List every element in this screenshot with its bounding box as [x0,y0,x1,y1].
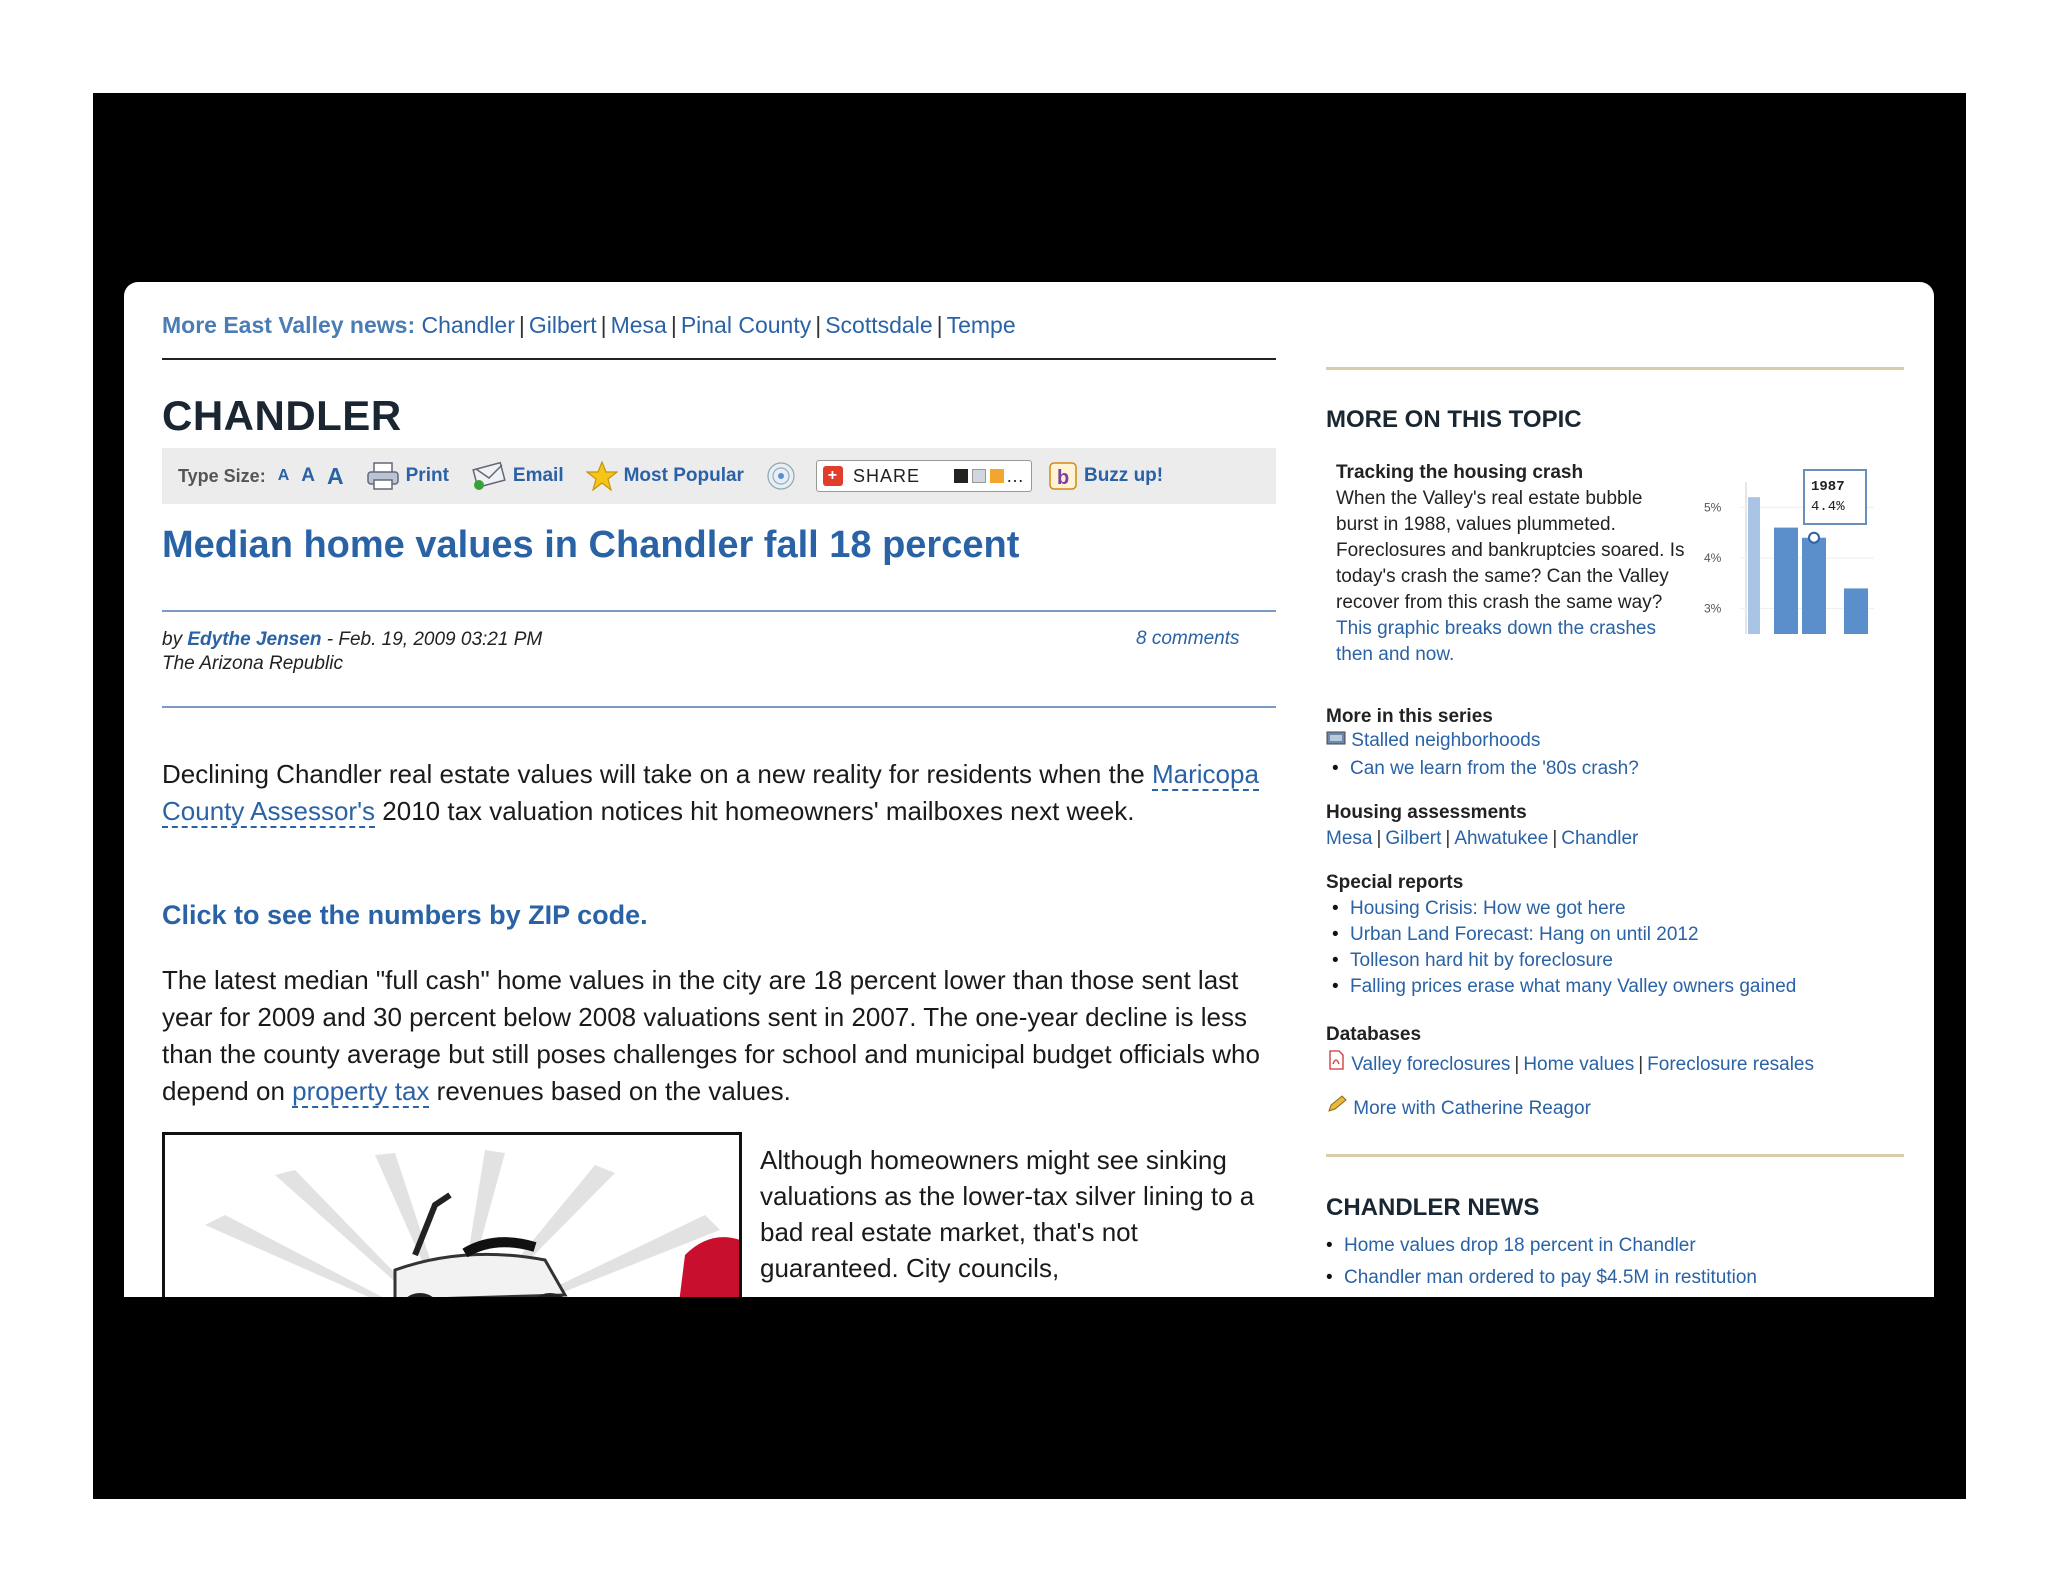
news-item[interactable]: • Home values drop 18 percent in Chandler [1320,1230,1757,1262]
article-paragraph-3: Although homeowners might see sinking valuations as the lower-tax silver lining to a bad real estate market, that's not guaranteed. City councils, [760,1145,1255,1283]
article-photo[interactable] [162,1132,742,1297]
article-paragraph-1: Declining Chandler real estate values will take on a new reality for residents when the Maricopa County Assessor's 2010 tax valuation notices hit homeowners' mailboxes next week. [162,759,1259,826]
section-title: CHANDLER [162,392,402,439]
digg-icon [972,469,986,483]
special-report-item[interactable]: • Housing Crisis: How we got here [1326,896,1796,922]
email-label: Email [512,465,564,486]
housing-crash-chart[interactable] [1684,462,1884,642]
nav-link-gilbert[interactable]: Gilbert [528,312,597,338]
sidebar-top-divider [1326,367,1904,370]
type-size-label: Type Size: [178,465,266,486]
series-heading: More in this series [1326,706,1493,727]
chart-tooltip [1804,470,1866,524]
page-card [124,282,1934,1297]
special-reports-list [1326,896,1796,1000]
article-headline: Median home values in Chandler fall 18 percent [162,524,1020,566]
email-icon [471,461,507,491]
databases-heading: Databases [1326,1024,1422,1045]
series-item-2[interactable]: • Can we learn from the '80s crash? [1326,756,1639,782]
databases-links: Valley foreclosures | Home values | Foreclosure resales [1326,1050,1814,1076]
nav-link-scottsdale[interactable]: Scottsdale [825,312,933,338]
type-size-medium[interactable]: A [301,465,315,486]
db-link-foreclosures[interactable]: Valley foreclosures [1351,1054,1511,1075]
chart-y-tick-label: 3% [1704,601,1722,616]
assess-link-ahwatukee[interactable]: Ahwatukee [1454,828,1549,849]
assessments-links: Mesa | Gilbert | Ahwatukee | Chandler [1326,828,1639,849]
tooltip-value: 4.4% [1811,499,1845,515]
email-button[interactable] [471,461,564,491]
chart-bar[interactable] [1748,497,1760,634]
nav-link-mesa[interactable]: Mesa [610,312,667,338]
rss-button[interactable] [766,461,802,491]
series-list [1326,756,1639,782]
windows-icon [990,469,1004,483]
assessor-link[interactable]: Maricopa County Assessor's [162,759,1259,826]
sidebar-mid-divider [1326,1154,1904,1157]
zip-code-link[interactable]: Click to see the numbers by ZIP code. [162,900,648,930]
series-item-1[interactable]: Stalled neighborhoods [1326,730,1540,752]
special-report-item[interactable]: • Falling prices erase what many Valley owners gained [1326,974,1796,1000]
byline: by Edythe Jensen - Feb. 19, 2009 03:21 PM The Arizona Republic [162,629,543,674]
feature-title: Tracking the housing crash [1336,462,1584,483]
photo-gallery-icon [1326,730,1346,746]
db-link-resales[interactable]: Foreclosure resales [1647,1054,1814,1075]
chandler-news-list [1320,1230,1757,1294]
chart-highlight-point [1809,533,1819,543]
article-toolbar [162,448,1276,504]
scooter-image [165,1135,742,1297]
feature-text: When the Valley's real estate bubble burst in 1988, values plummeted. Foreclosures and bankruptcies soared. Is today's crash the same? Can the Valley recover from this crash the same way? This graphic breaks down the crashes then and now. [1336,488,1685,665]
star-icon [586,461,618,491]
printer-icon [366,461,400,491]
assessments-heading: Housing assessments [1326,802,1527,823]
most-popular-label: Most Popular [623,465,744,486]
share-label: SHARE [852,465,920,486]
db-link-home-values[interactable]: Home values [1523,1054,1635,1075]
print-label: Print [405,465,449,486]
assess-link-chandler[interactable]: Chandler [1561,828,1639,849]
most-popular-button[interactable] [586,461,744,491]
share-button[interactable]: + SHARE … [816,460,1032,492]
delicious-icon [954,469,968,483]
feature-graphic-link[interactable]: This graphic breaks down the crashes then and now. [1336,618,1656,665]
assess-link-mesa[interactable]: Mesa [1326,828,1373,849]
nav-lead: More East Valley news: [162,312,416,338]
buzz-label: Buzz up! [1083,465,1164,486]
share-plus-icon: + [823,466,843,486]
special-report-item[interactable]: • Tolleson hard hit by foreclosure [1326,948,1796,974]
assess-link-gilbert[interactable]: Gilbert [1385,828,1442,849]
article-date: - Feb. 19, 2009 03:21 PM [326,629,543,650]
publication-name: The Arizona Republic [162,653,343,674]
news-item[interactable]: • Chandler man ordered to pay $4.5M in restitution [1320,1262,1757,1294]
pencil-icon [1326,1094,1348,1114]
byline-divider [162,706,1276,708]
article-paragraph-2: The latest median "full cash" home values in the city are 18 percent lower than those sent last year for 2009 and 30 percent below 2008 valuations sent in 2007. The one-year decline is less than the county average but still poses challenges for school and municipal budget officials who depend on property tax revenues based on the values. [162,965,1260,1106]
print-button[interactable] [366,461,449,491]
nav-link-pinal-county[interactable]: Pinal County [680,312,812,338]
more-with-author[interactable]: More with Catherine Reagor [1326,1094,1591,1120]
svg-text:b: b [1056,467,1070,489]
comments-link[interactable]: 8 comments [1136,628,1240,649]
nav-link-tempe[interactable]: Tempe [946,312,1016,338]
tooltip-year: 1987 [1811,479,1845,495]
pdf-icon [1326,1050,1346,1070]
property-tax-link[interactable]: property tax [292,1076,430,1106]
special-report-item[interactable]: • Urban Land Forecast: Hang on until 2012 [1326,922,1796,948]
chart-bar[interactable] [1774,528,1798,634]
special-reports-heading: Special reports [1326,872,1464,893]
chart-bar[interactable] [1802,538,1826,634]
chart-y-tick-label: 4% [1704,551,1722,565]
type-size-small[interactable]: A [277,467,290,484]
chart-bar[interactable] [1844,588,1868,634]
headline-divider [162,610,1276,612]
nav-link-chandler[interactable]: Chandler [421,312,515,338]
buzz-icon [1048,461,1078,491]
type-size-large[interactable]: A [327,462,344,489]
east-valley-nav: More East Valley news: Chandler | Gilbert | Mesa | Pinal County | Scottsdale | Tempe [162,312,1016,338]
more-on-topic-title: MORE ON THIS TOPIC [1326,406,1582,433]
chandler-news-title: CHANDLER NEWS [1326,1194,1540,1221]
buzz-up-button[interactable] [1048,461,1163,491]
rss-icon [766,461,796,491]
author-link[interactable]: Edythe Jensen [187,629,322,650]
nav-divider [162,358,1276,360]
chart-y-tick-label: 5% [1704,500,1722,515]
